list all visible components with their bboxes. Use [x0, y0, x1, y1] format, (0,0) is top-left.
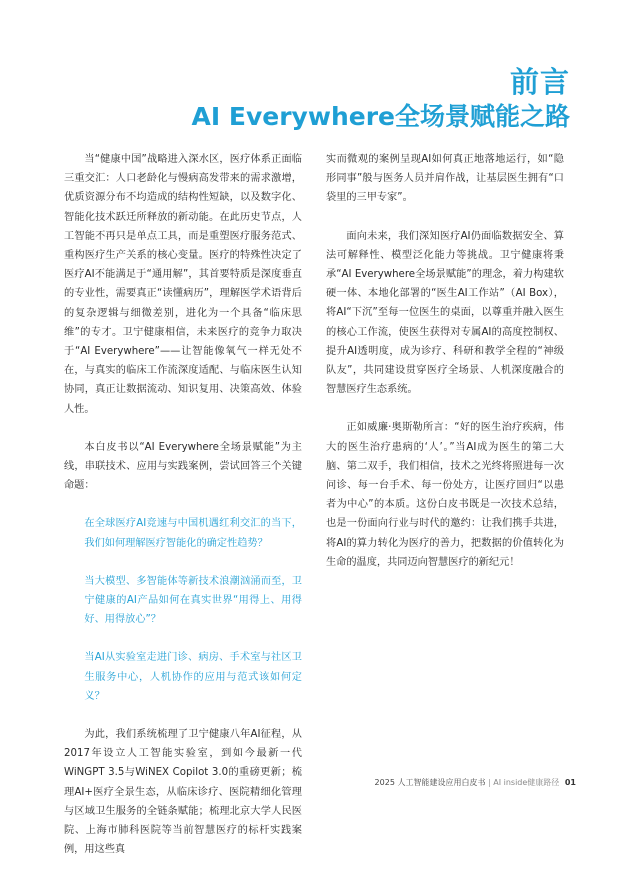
question-paragraph: 当大模型、多智能体等新技术浪潮汹涌而至，卫宁健康的AI产品如何在真实世界“用得上、用得好、用得放心”？	[84, 575, 302, 626]
title-block	[192, 64, 570, 134]
body-paragraph: 为此，我们系统梳理了卫宁健康八年AI征程，从2017年设立人工智能实验室，到如今最新一代WiNGPT 3.5与WiNEX Copilot 3.0的重磅更新；梳理AI+医疗全景生态，从临床诊疗、医院精细化管理与区域卫生服务的全链条赋能；梳理北京大学人民医院、上海市肺科医院等当前智慧医疗的标杆实践案例，用这些真	[64, 729, 302, 856]
body-paragraph: 当“健康中国”战略进入深水区，医疗体系正面临三重交汇：人口老龄化与慢病高发带来的需求激增，优质资源分布不均造成的结构性短缺，以及数字化、智能化技术跃迁所释放的新动能。在此历史节点，人工智能不再只是单点工具，而是重塑医疗服务范式、重构医疗生产关系的核心变量。医疗的特殊性决定了医疗AI不能满足于“通用解”，其首要特质是深度垂直的专业性，需要真正“读懂病历”，理解医学术语背后的复杂逻辑与细微差别，进化为一个具备“临床思维”的专才。卫宁健康相信，未来医疗的竞争力取决于“AI Everywhere”——让智能像氧气一样无处不在，与真实的临床工作流深度适配、与临床医生认知协同，真正让数据流动、知识复用、决策高效、体验人性。	[64, 154, 302, 415]
page-title: 前言	[509, 65, 570, 99]
right-column	[326, 150, 564, 591]
body-paragraph: 面向未来，我们深知医疗AI仍面临数据安全、算法可解释性、模型泛化能力等挑战。卫宁健康将秉承“AI Everywhere全场景赋能”的理念，着力构建软硬一体、本地化部署的“医生AI工作站”（AI Box），将AI“下沉”至每一位医生的桌面，以尊重并融入医生的核心工作流，使医生获得对专属AI的高度控制权、提升AI透明度，成为诊疗、科研和教学全程的“神级队友”，共同建设贯穿医疗全场景、人机深度融合的智慧医疗生态系统。	[326, 230, 564, 396]
footer-separator: |	[488, 778, 491, 787]
body-paragraph: 实而微观的案例呈现AI如何真正地落地运行，如“隐形同事”般与医务人员并肩作战，让基层医生拥有“口袋里的三甲专家”。	[326, 154, 564, 204]
footer-tagline: AI inside健康路径	[493, 778, 560, 787]
body-paragraph: 本白皮书以“AI Everywhere全场景赋能”为主线，串联技术、应用与实践案例，尝试回答三个关键命题：	[64, 441, 302, 492]
question-paragraph: 在全球医疗AI竞速与中国机遇红利交汇的当下，我们如何理解医疗智能化的确定性趋势？	[84, 518, 302, 549]
page-number: 01	[564, 778, 576, 787]
body-paragraph: 正如威廉·奥斯勒所言：“好的医生治疗疾病，伟大的医生治疗患病的‘人’。”当AI成为医生的第二大脑、第二双手，我们相信，技术之光终将照进每一次问诊、每一台手术、每一份处方，让医疗回归“以患者为中心”的本质。这份白皮书既是一次技术总结，也是一份面向行业与时代的邀约：让我们携手共进，将AI的算力转化为医疗的善力，把数据的价值转化为生命的温度，共同迈向智慧医疗的新纪元！	[326, 422, 564, 568]
question-paragraph: 当AI从实验室走进门诊、病房、手术室与社区卫生服务中心，人机协作的应用与范式该如何定义？	[84, 652, 302, 702]
left-column	[64, 150, 302, 879]
page-footer	[375, 777, 576, 788]
page-subtitle: AI Everywhere全场景赋能之路	[191, 102, 570, 131]
footer-title: 2025 人工智能建设应用白皮书	[374, 778, 486, 787]
